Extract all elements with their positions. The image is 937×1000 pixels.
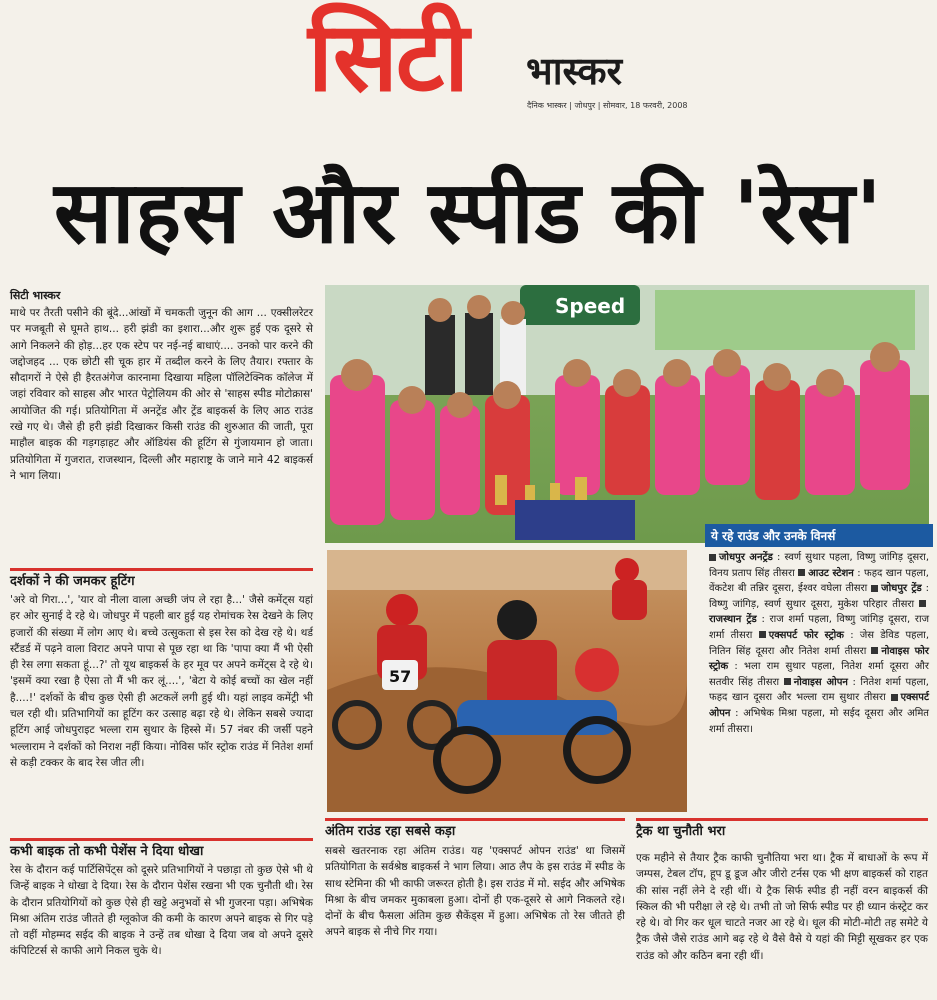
winners-box: [705, 524, 933, 814]
section-body-bike: रेस के दौरान कई पार्टिसिपेंट्स को दूसरे प्रतिभागियों ने पछाड़ा तो कुछ ऐसे भी थे जिन्हें बाइक ने धोखा दे दिया। रेस के दौरान पेशेंस रखना भी एक चुनौती थी। रेस के दौरान प्रतियोगियों को कुछ ऐसे ही खट्टे अनुभवों से भी गुजरना पड़ा। अभिषेक मिश्रा अंतिम राउंड जीतते ही ग्लूकोज की कमी के कारण अपने बाइक से गिर पड़े तो वहीं मोहम्मद सईद की बाइक ने उन्हें तब धोखा दे दिया जब वो अपने दूसरे कंपिटिटर्स से काफी आगे निकल चुके थे।: [10, 864, 313, 958]
section-heading-final-round: अंतिम राउंड रहा सबसे कड़ा: [325, 818, 625, 841]
section-body-final-round: सबसे खतरनाक रहा अंतिम राउंड। यह 'एक्सपर्ट ओपन राउंड' था जिसमें प्रतियोगिता के सर्वश्रेष्ठ बाइकर्स ने भाग लिया। आठ लैप के इस राउंड में स्पीड के साथ स्टेमिना की भी काफी जरूरत होती है। इस राउंड में मो. सईद और अभिषेक मिश्रा के बीच जमकर मुकाबला हुआ। दोनों ही एक-दूसरे से आगे निकलते रहे। दोनों के बीच फैसला अंतिम कुछ सैकेंड्स में हुआ। अभिषेक तो रेस जीतते ही अपने बाइक से नीचे गिर गया।: [325, 845, 625, 939]
winners-group-photo: [325, 285, 929, 543]
group-photo-illustration: [325, 285, 929, 543]
byline: सिटी भास्कर: [10, 289, 61, 302]
page-headline: साहस और स्पीड की 'रेस': [53, 163, 883, 263]
winner-entry: आउट स्टेशन : फहद खान पहला, वेंकटेश बी तन्निर दूसरा, ईश्वर वघेला तीसरा: [709, 567, 929, 595]
section-heading-bike: कभी बाइक तो कभी पेशेंस ने दिया धोखा: [10, 838, 313, 861]
section-body-track: एक महीने से तैयार ट्रैक काफी चुनौतिया भरा था। ट्रैक में बाधाओं के रूप में जम्पस, टेबल टॉप, हूप डू डूज और जीरो टर्नस एक भी क्षण बाइकर्स को राहत की सांस नहीं लेने दे रही थीं। ये ट्रैक सिर्फ स्पीड ही नहीं वरन बाइकर्स की स्किल की भी परीक्षा ले रहे थे। तभी तो जो सिर्फ स्पीड पर ही ध्यान कंस्ट्रेट कर रहे थे। वो गिर कर धूल चाटते नजर आ रहे थे। धूल की मोटी-मोटी तह समेटे ये ट्रैक जैसे जैसे राउंड आगे बढ़ रहे थे वैसे वैसे ये यहां की मिट्टी सूखकर हर एक राउंड को और कठिन बना रही थीं।: [636, 852, 928, 962]
brand-name: भास्कर: [526, 49, 623, 93]
winners-list: [705, 547, 933, 740]
section-heading-hunting: दर्शकों ने की जमकर हूटिंग: [10, 568, 313, 591]
winner-entry: जोधपुर अनट्रेंड : स्वर्ण सुथार पहला, विष्णु जांगिड़ दूसरा, विनय प्रताप सिंह तीसरा: [709, 552, 930, 579]
rider-number: 57: [389, 667, 412, 686]
section-heading-track: ट्रैक था चुनौती भरा: [636, 818, 928, 841]
brand-logo-stylized: सिटी: [308, 1, 468, 113]
motocross-race-photo: [327, 550, 687, 812]
section-body-hunting: 'अरे वो गिरा...', 'यार वो नीला वाला अच्छी जंप ले रहा है...' जैसे कमेंट्स यहां हर ओर सुनाई दे रहे थे। जोधपुर में पहली बार हुई यह रोमांचक रेस देखने के लिए हजारों की संख्या में लोग आए थे। बच्चे उत्सुकता से इस रेस को देख रहे थे। थर्ड स्टैंडर्ड में पढ़ने वाला विराट अपने पापा से पूछ रहा था कि 'पापा क्या मैं भी ऐसी ही रेस लगा सकता हूं...?' तो यूथ बाइकर्स के हर मूव पर अपने कमेंट्स दे रहे थे। 'इसमें क्या रखा है ऐसा तो मैं भी कर लूं....', 'बेटा ये कोई बच्चों का खेल नहीं है....!' दर्शकों के बीच कुछ ऐसी ही अटकलें लगी हुई थी। यहां लाइव कमेंट्री भी चल रही थी। प्रतिभागियों का हूटिंग कर उत्साह बढ़ा रहे थे। लेकिन सबसे ज्यादा हूटिंग आई जोधपुराइट भल्ला राम सुथार के हिस्से में। 57 नंबर की जर्सी पहने भल्लाराम ने दर्शकों को निराश नहीं किया। नोविस फॉर स्ट्रोक राउंड में नितेश शर्मा से कड़ी टक्कर के बाद रेस जीत ली।: [10, 594, 314, 769]
masthead: [0, 0, 937, 140]
winners-title: ये रहे राउंड और उनके विनर्स: [705, 524, 933, 547]
dateline: दैनिक भास्कर | जोधपुर | सोमवार, 18 फरवरी, 2008: [527, 101, 688, 110]
winner-entry: जोधपुर ट्रेंड : विष्णु जांगिड़, स्वर्ण सुथार दूसरा, मुकेश परिहार तीसरा: [709, 583, 930, 610]
winner-entry: एक्सपर्ट ओपन : अभिषेक मिश्रा पहला, मो सईद दूसरा और अमित शर्मा तीसरा।: [709, 692, 929, 735]
winner-entry: नोवाइस ओपन : नितेश शर्मा पहला, फहद खान दूसरा और भल्ला राम सुथार तीसरा: [709, 676, 929, 704]
intro-text: माथे पर तैरती पसीने की बूंदे...आंखों में चमकती जुनून की आग ... एक्सीलरेटर पर मजबूती से घूमते हाथ... हरी झंडी का इशारा...और शुरू हुई एक दूसरे से आगे निकलने की होड़...हर एक स्टेप पर नई-नई बाधाएं.... उनको पार करने की जद्दोजहद ... एक छोटी सी चूक हार में तब्दील करने के लिए तैयार। रफ्तार के सौदागरों ने ऐसे ही हैरतअंगेज कारनामा दिखाया महिला पॉलिटेक्निक कॉलेज में जहां रविवार को साहस और भारत पेट्रोलियम की ओर से 'साहस स्पीड मोटोक्रास' आयोजित की गई। प्रतियोगिता में अनट्रेंड और ट्रेंड बाइकर्स के लिए आठ राउंड रखे गए थे। जैसे ही हरी झंडी दिखाकर किसी राउंड की शुरुआत की जाती, पूरा माहौल बाइक की गड़गड़ाहट और ऑडियंस की हूटिंग से गुंजायमान हो जाता। प्रतियोगिता में गुजरात, राजस्थान, दिल्ली और महाराष्ट्र के जाने माने 42 बाइकर्स ने भाग लिया।: [10, 307, 313, 482]
race-photo-illustration: [327, 550, 687, 812]
banner-text: Speed: [555, 294, 626, 318]
winner-entry: राजस्थान ट्रेंड : राज शर्मा पहला, विष्णु जांगिड़ दूसरा, राज शर्मा तीसरा: [709, 599, 929, 641]
winner-entry: एक्सपर्ट फोर स्ट्रोक : जेस डेविड पहला, नितिन सिंह दूसरा और नितेश शर्मा तीसरा: [709, 629, 930, 657]
winner-entry: नोवाइस फोर स्ट्रोक : भला राम सुथार पहला, नितेश शर्मा दूसरा और सतवीर सिंह तीसरा: [709, 645, 929, 688]
